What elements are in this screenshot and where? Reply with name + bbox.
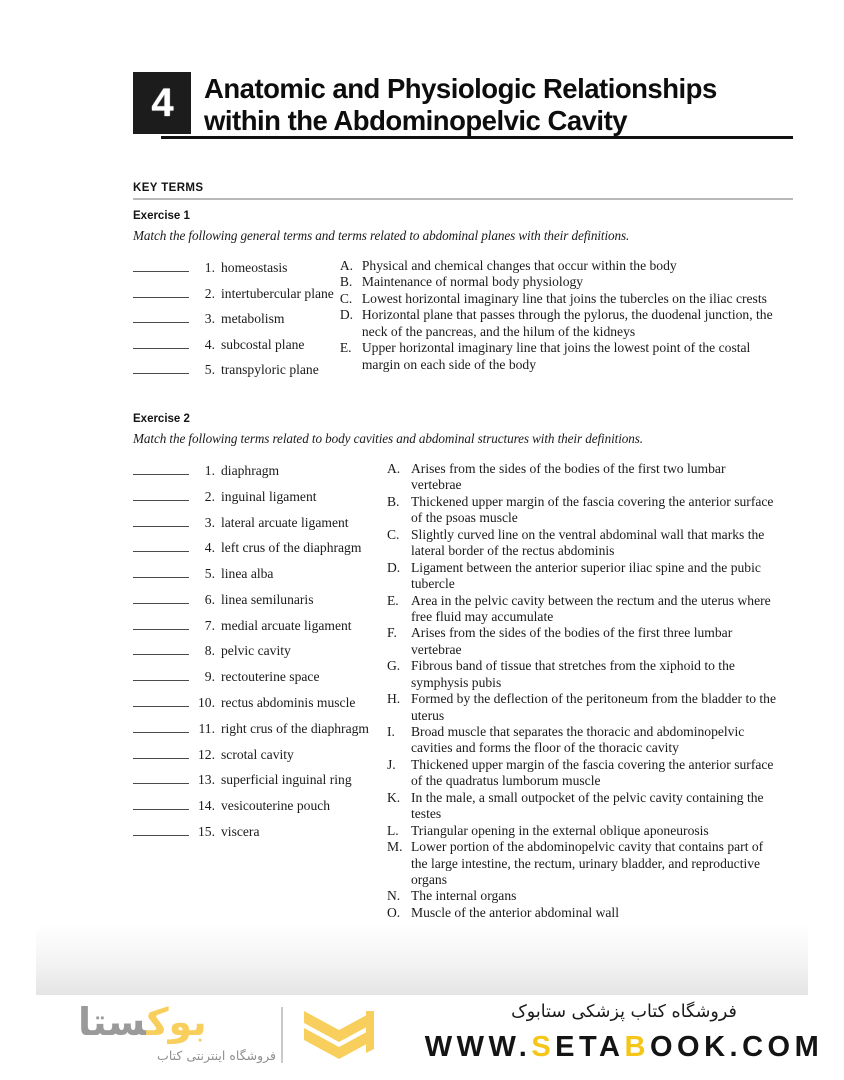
term-number: 14.	[198, 798, 215, 814]
chapter-header	[133, 72, 793, 137]
term-row	[133, 669, 369, 684]
definition-text: Area in the pelvic cavity between the rectum and the uterus where free fluid may accumulate	[410, 592, 771, 624]
term-row	[133, 540, 369, 555]
definition-row	[387, 757, 779, 790]
term-row	[133, 643, 369, 658]
term-label: viscera	[221, 823, 260, 839]
answer-blank[interactable]	[133, 592, 189, 604]
definition-letter: B.	[386, 493, 400, 509]
term-row	[133, 489, 369, 504]
definition-text: Horizontal plane that passes through the pylorus, the duodenal junction, the neck of the pancreas, and the hilum of the kidneys	[361, 307, 773, 339]
definition-text: Lower portion of the abdominopelvic cavity that contains part of the large intestine, the rectum, urinary bladder, and reproductive organs	[410, 839, 764, 887]
answer-blank[interactable]	[133, 515, 189, 527]
definition-text: Physical and chemical changes that occur within the body	[361, 258, 677, 273]
term-label: metabolism	[221, 311, 285, 327]
term-number: 11.	[198, 720, 215, 736]
term-number: 6.	[204, 591, 215, 607]
definition-row	[340, 274, 780, 290]
term-label: transpyloric plane	[221, 362, 319, 378]
answer-blank[interactable]	[133, 618, 189, 630]
exercise-1-title: Exercise 1	[133, 210, 190, 222]
exercise-1-body	[133, 258, 805, 388]
chapter-title-line-1: Anatomic and Physiologic Relationships	[204, 73, 717, 104]
term-number: 3.	[204, 311, 215, 327]
term-row	[133, 463, 369, 478]
definition-row	[387, 560, 779, 593]
definition-letter: A.	[339, 258, 354, 273]
term-label: rectouterine space	[221, 669, 320, 685]
url-eta: ETA	[555, 1030, 625, 1063]
definition-text: Triangular opening in the external oblique aponeurosis	[410, 822, 709, 838]
definition-letter: M.	[386, 839, 403, 855]
answer-blank[interactable]	[133, 747, 189, 759]
chapter-title-line-2: within the Abdominopelvic Cavity	[204, 105, 628, 137]
definition-text: Arises from the sides of the bodies of the first three lumbar vertebrae	[410, 625, 733, 657]
definition-row	[387, 888, 779, 904]
exercise-2-terms-list	[133, 461, 369, 850]
term-number: 2.	[204, 285, 215, 301]
term-label: lateral arcuate ligament	[221, 514, 349, 530]
term-number: 8.	[204, 643, 215, 659]
definition-letter: H.	[386, 691, 401, 707]
term-row	[133, 592, 369, 607]
definition-text: Fibrous band of tissue that stretches from the xiphoid to the symphysis pubis	[410, 658, 735, 690]
definition-row	[340, 258, 780, 274]
term-row	[133, 618, 369, 633]
answer-blank[interactable]	[133, 260, 189, 272]
definition-row	[387, 691, 779, 724]
term-row	[133, 721, 369, 736]
definition-letter: E.	[339, 340, 352, 356]
chapter-number-box	[133, 72, 191, 134]
exercise-1-terms-list	[133, 258, 334, 388]
definition-text: Lowest horizontal imaginary line that joins the tubercles on the iliac crests	[361, 290, 767, 306]
definition-row	[387, 790, 779, 823]
definition-letter: E.	[386, 592, 399, 608]
term-number: 12.	[198, 746, 215, 762]
key-terms-label: KEY TERMS	[133, 182, 204, 194]
definition-text: Slightly curved line on the ventral abdominal wall that marks the lateral border of the rectus abdominis	[410, 526, 765, 559]
chevron-logo-icon	[300, 1009, 378, 1065]
exercise-1	[133, 210, 805, 388]
answer-blank[interactable]	[133, 463, 189, 475]
term-row	[133, 337, 334, 352]
exercise-1-instructions: Match the following general terms and terms related to abdominal planes with their definitions.	[133, 228, 630, 243]
definition-text: Upper horizontal imaginary line that joins the lowest point of the costal margin on each side of the body	[361, 340, 751, 372]
chapter-number: 4	[151, 81, 173, 125]
term-row	[133, 515, 369, 530]
term-number: 9.	[204, 669, 215, 685]
term-label: rectus abdominis muscle	[221, 695, 356, 711]
definition-letter: B.	[339, 274, 353, 290]
term-label: right crus of the diaphragm	[221, 720, 369, 736]
definition-text: Formed by the deflection of the peritoneum from the bladder to the uterus	[410, 691, 777, 723]
definition-text: Ligament between the anterior superior iliac spine and the pubic tubercle	[410, 559, 761, 592]
definition-text: Broad muscle that separates the thoracic and abdominopelvic cavities and forms the floor of the thoracic cavity	[410, 724, 745, 756]
exercise-2-definitions-list	[387, 461, 779, 921]
term-label: linea semilunaris	[221, 591, 314, 607]
footer-url	[424, 1031, 824, 1064]
term-row	[133, 695, 369, 710]
brand-wordmark-yellow: بوک	[146, 1000, 207, 1044]
definition-letter: O.	[386, 904, 401, 920]
definition-text: Muscle of the anterior abdominal wall	[410, 904, 619, 920]
term-row	[133, 772, 369, 787]
definition-letter: N.	[386, 888, 401, 904]
url-letter-s: S	[531, 1030, 556, 1063]
answer-blank[interactable]	[133, 798, 189, 810]
term-label: intertubercular plane	[221, 285, 334, 301]
term-number: 4.	[204, 540, 215, 556]
term-label: diaphragm	[221, 463, 280, 478]
setabook-logo	[78, 1000, 378, 1075]
answer-blank[interactable]	[133, 489, 189, 501]
term-label: scrotal cavity	[221, 746, 294, 762]
definition-letter: D.	[339, 307, 354, 323]
answer-blank[interactable]	[133, 824, 189, 836]
definition-letter: K.	[386, 789, 401, 805]
term-number: 4.	[204, 336, 215, 352]
definition-row	[340, 307, 780, 340]
definition-row	[387, 839, 779, 888]
definition-text: Thickened upper margin of the fascia covering the anterior surface of the quadratus lumborum muscle	[410, 756, 774, 789]
term-number: 5.	[204, 566, 215, 582]
chapter-title	[204, 72, 717, 137]
term-number: 15.	[198, 823, 215, 839]
exercise-2-body	[133, 461, 805, 921]
answer-blank[interactable]	[133, 286, 189, 298]
term-row	[133, 362, 334, 377]
term-row	[133, 286, 334, 301]
answer-blank[interactable]	[133, 772, 189, 784]
definition-letter: D.	[386, 559, 401, 575]
answer-blank[interactable]	[133, 566, 189, 578]
answer-blank[interactable]	[133, 643, 189, 655]
definition-row	[340, 291, 780, 307]
url-letter-b: B	[624, 1030, 650, 1063]
term-label: superficial inguinal ring	[221, 772, 352, 788]
exercise-2-title: Exercise 2	[133, 413, 190, 425]
answer-blank[interactable]	[133, 695, 189, 707]
brand-tagline: فروشگاه اینترنتی کتاب	[157, 1048, 276, 1063]
definition-letter: G.	[386, 658, 401, 674]
footer-watermark	[0, 995, 844, 1080]
definition-row	[387, 625, 779, 658]
term-label: vesicouterine pouch	[221, 798, 331, 814]
footer-gradient-band	[36, 925, 808, 1000]
definition-row	[387, 823, 779, 839]
term-number: 5.	[204, 362, 215, 378]
answer-blank[interactable]	[133, 362, 189, 374]
definition-row	[387, 658, 779, 691]
definition-row	[387, 527, 779, 560]
term-number: 13.	[198, 772, 215, 788]
definition-text: In the male, a small outpocket of the pelvic cavity containing the testes	[410, 789, 764, 822]
term-label: subcostal plane	[221, 336, 305, 352]
term-number: 3.	[204, 514, 215, 530]
definition-text: Arises from the sides of the bodies of the first two lumbar vertebrae	[410, 461, 726, 493]
definition-letter: F.	[386, 625, 397, 641]
term-number: 7.	[204, 617, 215, 633]
exercise-2	[133, 413, 805, 921]
term-number: 1.	[204, 260, 215, 275]
term-row	[133, 260, 334, 275]
term-label: linea alba	[221, 566, 274, 582]
definition-letter: J.	[386, 756, 396, 772]
url-prefix: WWW.	[424, 1030, 532, 1063]
exercise-2-instructions: Match the following terms related to body cavities and abdominal structures with their definitions.	[133, 431, 643, 446]
term-row	[133, 566, 369, 581]
definition-row	[387, 593, 779, 626]
url-suffix: OOK.COM	[649, 1030, 824, 1063]
definition-letter: A.	[386, 461, 401, 476]
term-row	[133, 824, 369, 839]
term-label: homeostasis	[221, 260, 288, 275]
definition-text: The internal organs	[410, 888, 517, 904]
term-number: 1.	[204, 463, 215, 478]
definition-letter: C.	[339, 290, 353, 306]
definition-letter: I.	[386, 724, 395, 739]
answer-blank[interactable]	[133, 721, 189, 733]
definition-row	[387, 494, 779, 527]
answer-blank[interactable]	[133, 669, 189, 681]
definition-row	[387, 461, 779, 494]
term-row	[133, 747, 369, 762]
term-row	[133, 798, 369, 813]
footer-right-group	[424, 1001, 824, 1064]
answer-blank[interactable]	[133, 540, 189, 552]
term-number: 2.	[204, 488, 215, 504]
term-number: 10.	[198, 695, 215, 711]
definition-letter: C.	[386, 526, 400, 542]
footer-persian-text: فروشگاه کتاب پزشکی ستابوک	[511, 1002, 737, 1022]
header-rule	[161, 136, 793, 139]
answer-blank[interactable]	[133, 337, 189, 349]
term-row	[133, 311, 334, 326]
term-label: inguinal ligament	[221, 488, 317, 504]
definition-text: Maintenance of normal body physiology	[361, 274, 584, 290]
definition-row	[387, 724, 779, 757]
term-label: pelvic cavity	[221, 643, 291, 659]
brand-divider	[281, 1007, 283, 1063]
definition-letter: L.	[386, 822, 399, 838]
key-terms-rule	[133, 198, 793, 200]
definition-row	[340, 340, 780, 373]
term-label: medial arcuate ligament	[221, 617, 352, 633]
answer-blank[interactable]	[133, 311, 189, 323]
exercise-1-definitions-list	[340, 258, 780, 373]
brand-wordmark-gray: ستا	[78, 1000, 147, 1044]
brand-wordmark	[78, 1000, 207, 1044]
definition-row	[387, 905, 779, 921]
definition-text: Thickened upper margin of the fascia covering the anterior surface of the psoas muscle	[410, 493, 774, 526]
term-label: left crus of the diaphragm	[221, 540, 362, 556]
